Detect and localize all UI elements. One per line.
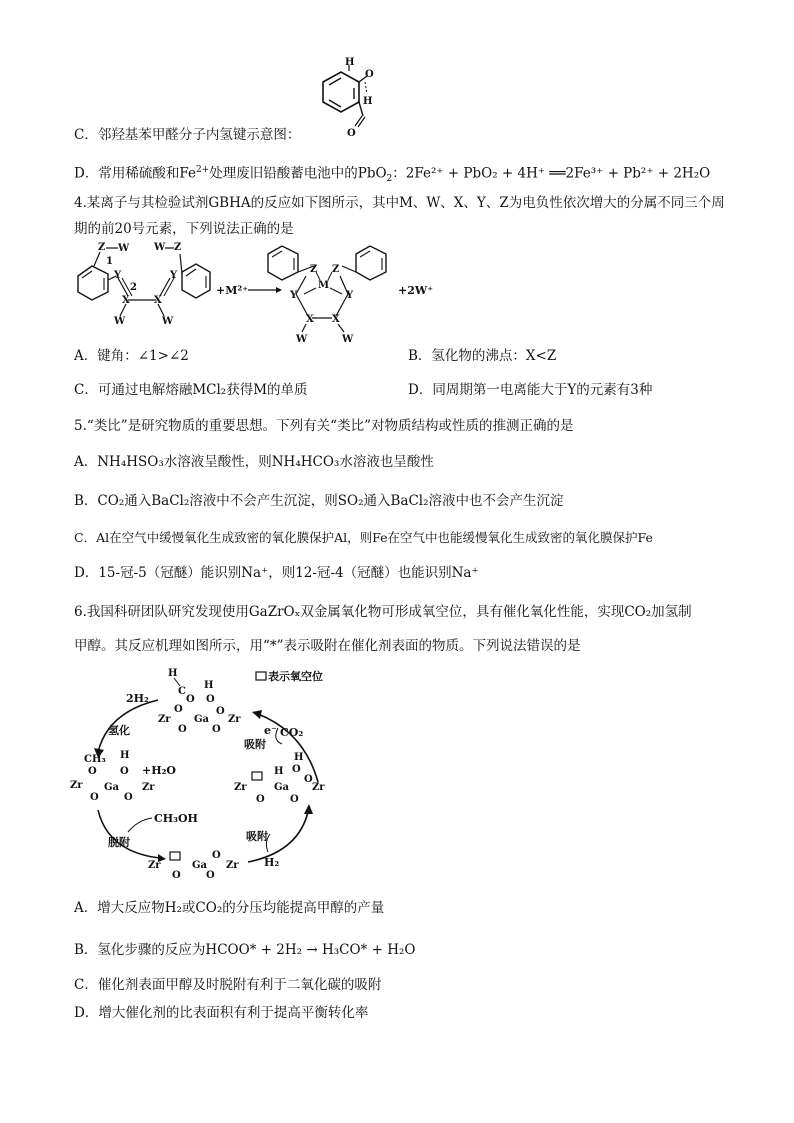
option-c-prev [74, 125, 300, 145]
right-h: H [294, 752, 304, 763]
top-o4: O [216, 706, 225, 717]
q4-option-d: D．同周期第一电离能大于Y的元素有3种 [408, 382, 653, 398]
adsorb2-label: 吸附 [246, 830, 268, 843]
top-h2: H [204, 680, 214, 691]
right-o3: O [256, 794, 265, 805]
scheme-w4: W [162, 316, 174, 327]
atom-o1: O [365, 69, 374, 80]
adsorb1-label: 吸附 [244, 738, 266, 751]
gbha-reaction-scheme [70, 238, 470, 348]
top-ga: Ga [194, 714, 210, 725]
q6-stem-line1: 6.我国科研团队研究发现使用GaZrOₓ双金属氧化物可形成氧空位，具有催化氧化性能，实现CO₂加氢制 [74, 604, 692, 620]
top-o3: O [206, 694, 215, 705]
q6-stem-line2: 甲醇。其反应机理如图所示，用“*”表示吸附在催化剂表面的物质。下列说法错误的是 [74, 638, 581, 654]
svg-text:C: C [178, 686, 186, 697]
prod-y1: Y [290, 290, 298, 301]
salicylaldehyde-structure [295, 57, 385, 140]
left-zr1: Zr [70, 780, 83, 791]
q4-option-b: B．氢化物的沸点：X<Z [408, 348, 557, 364]
atom-o2: O [347, 128, 356, 139]
top-zr1: Zr [158, 714, 171, 725]
plus-m2: +M²⁺ [216, 284, 249, 297]
co2-label: CO₂ [280, 726, 304, 739]
right-h2: H [274, 766, 284, 777]
prod-x1: X [306, 314, 314, 325]
right-o1: O [292, 764, 301, 775]
option-c-prev-text: C．邻羟基苯甲醛分子内氢键示意图： [74, 127, 301, 143]
top-o2: O [174, 704, 183, 715]
prod-w2: W [342, 334, 354, 345]
prod-z1: Z [310, 264, 318, 275]
right-o4: O [290, 794, 299, 805]
h2-bottom: H₂ [264, 856, 280, 869]
desorb-label: 脱附 [108, 836, 130, 849]
scheme-w3: W [114, 316, 126, 327]
bottom-zr1: Zr [148, 860, 161, 871]
option-d-prev-label: D．常用稀硫酸和Fe [74, 165, 196, 182]
scheme-x1: X [122, 295, 130, 306]
q6-option-a: A．增大反应物H₂或CO₂的分压均能提高甲醇的产量 [74, 900, 385, 916]
atom-h1: H [345, 57, 355, 68]
prod-w1: W [296, 334, 308, 345]
left-o1: O [88, 766, 97, 777]
plus-2w: +2W⁺ [398, 284, 434, 297]
scheme-w2: W [154, 242, 166, 253]
right-ga: Ga [274, 782, 290, 793]
scheme-x2: X [154, 295, 162, 306]
scheme-z2: Z [174, 242, 182, 253]
top-o1: O [186, 694, 195, 705]
q4-option-a: A．键角：∠1>∠2 [74, 348, 189, 364]
bottom-zr2: Zr [226, 860, 239, 871]
legend-text: 表示氧空位 [268, 670, 323, 683]
angle-1: 1 [106, 256, 113, 267]
bottom-o1: O [212, 850, 221, 861]
scheme-y2: Y [170, 270, 178, 281]
atom-h2: H [363, 96, 373, 107]
q4-stem-line1: 4.某离子与其检验试剂GBHA的反应如下图所示，其中M、W、X、Y、Z为电负性依次增大的分属不同三个周 [74, 195, 725, 211]
right-zr1: Zr [234, 782, 247, 793]
ch3oh-label: CH₃OH [154, 812, 198, 825]
bottom-o2: O [172, 870, 181, 881]
h2-top: 2H₂ [126, 692, 149, 705]
co2-hydrogenation-mechanism [68, 662, 368, 892]
top-o6: O [212, 724, 221, 735]
scheme-z1: Z [98, 242, 106, 253]
top-o5: O [178, 724, 187, 735]
left-o2: O [120, 766, 129, 777]
q6-option-d: D．增大催化剂的比表面积有利于提高平衡转化率 [74, 1005, 369, 1021]
q5-option-d: D．15-冠-5（冠醚）能识别Na⁺，则12-冠-4（冠醚）也能识别Na⁺ [74, 565, 479, 581]
hydrogenation-label: 氢化 [108, 724, 130, 737]
right-zr2: Zr [312, 782, 325, 793]
left-o3: O [90, 792, 99, 803]
top-zr2: Zr [228, 714, 241, 725]
q6-option-b: B．氢化步骤的反应为HCOO* + 2H₂ → H₃CO* + H₂O [74, 942, 416, 958]
ch3-label: CH₃ [84, 754, 106, 765]
bottom-o3: O [206, 870, 215, 881]
option-d-prev-sup: 2+ [195, 165, 210, 175]
h2o-label: +H₂O [142, 764, 177, 777]
prod-z2: Z [332, 264, 340, 275]
right-o2: O [304, 774, 313, 785]
left-zr2: Zr [142, 782, 155, 793]
option-d-prev [74, 160, 710, 189]
q4-stem-line2: 期的前20号元素，下列说法正确的是 [74, 221, 294, 237]
q6-option-c: C．催化剂表面甲醇及时脱附有利于二氧化碳的吸附 [74, 977, 382, 993]
prod-y2: Y [346, 290, 354, 301]
prod-x2: X [332, 314, 340, 325]
q5-stem: 5.“类比”是研究物质的重要思想。下列有关“类比”对物质结构或性质的推测正确的是 [74, 418, 574, 434]
q5-option-c: C．Al在空气中缓慢氧化生成致密的氧化膜保护Al，则Fe在空气中也能缓慢氧化生成致密的氧化膜保护Fe [74, 530, 653, 545]
angle-2: 2 [130, 282, 137, 293]
scheme-y1: Y [114, 270, 122, 281]
prod-m: M [318, 280, 330, 291]
q5-option-a: A．NH₄HSO₃水溶液呈酸性，则NH₄HCO₃水溶液也呈酸性 [74, 454, 434, 470]
e-label: e⁻ [264, 724, 277, 737]
bottom-ga: Ga [192, 860, 208, 871]
scheme-w1: W [118, 243, 130, 254]
option-d-prev-eq: ：2Fe²⁺ + PbO₂ + 4H⁺ ══2Fe³⁺ + Pb²⁺ + 2H₂O [392, 165, 711, 182]
q5-option-b: B．CO₂通入BaCl₂溶液中不会产生沉淀，则SO₂通入BaCl₂溶液中也不会产生沉淀 [74, 493, 564, 509]
option-d-prev-sub: 2 [386, 174, 393, 185]
option-d-prev-mid: 处理废旧铅酸蓄电池中的PbO [209, 165, 387, 182]
top-h: H [168, 668, 178, 679]
left-ga: Ga [104, 782, 120, 793]
left-o4: O [124, 792, 133, 803]
q4-option-c: C．可通过电解熔融MCl₂获得M的单质 [74, 382, 308, 398]
left-h: H [120, 750, 130, 761]
